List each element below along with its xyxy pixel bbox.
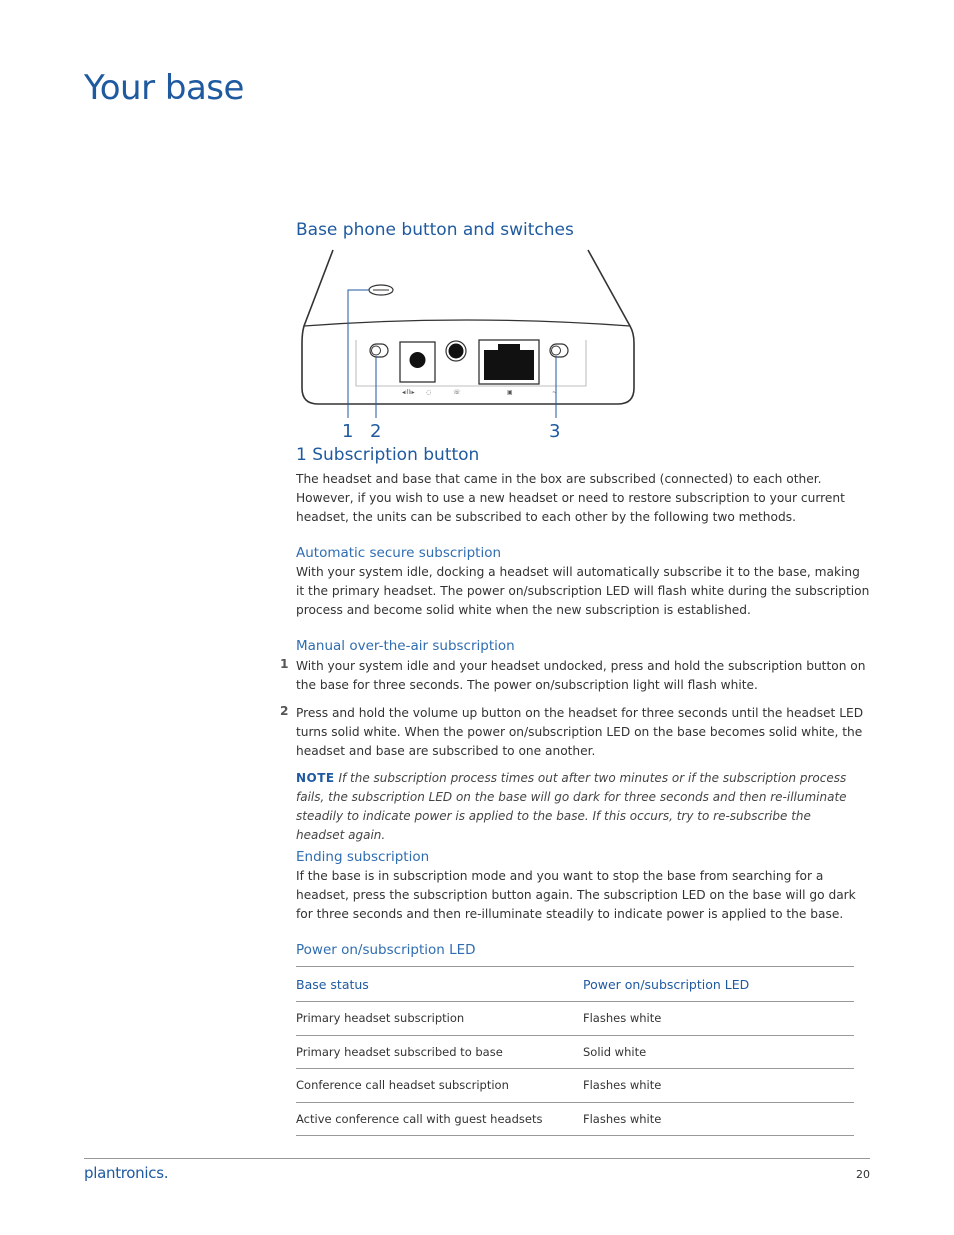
svg-text:▣: ▣ (507, 389, 513, 396)
automatic-subscription-title: Automatic secure subscription (296, 545, 502, 561)
callout-1: 1 (342, 421, 354, 442)
step-number: 1 (280, 657, 289, 671)
subscription-button-title: 1 Subscription button (296, 445, 480, 465)
table-cell: Primary headset subscription (296, 1002, 583, 1036)
table-cell: Conference call headset subscription (296, 1069, 583, 1103)
table-cell: Flashes white (583, 1102, 854, 1136)
manual-subscription-title: Manual over-the-air subscription (296, 638, 515, 654)
step-text: With your system idle and your headset undocked, press and hold the subscription button on the base for three seconds. The power on/subscription light will flash white. (296, 659, 866, 692)
column-header-led: Power on/subscription LED (583, 967, 854, 1002)
svg-text:◌: ◌ (426, 389, 432, 396)
svg-text:◂ıllı▸: ◂ıllı▸ (402, 389, 415, 396)
step-number: 2 (280, 704, 289, 718)
table-row (296, 1002, 854, 1036)
ending-subscription-title: Ending subscription (296, 849, 430, 865)
led-status-table (296, 966, 854, 1136)
table-row (296, 1102, 854, 1136)
led-table-title: Power on/subscription LED (296, 942, 476, 958)
note-text: If the subscription process times out after two minutes or if the subscription process fails, the subscription LED on the base will go dark for three seconds and then re-illuminate steadily to indicate power is applied to the base. If this occurs, try to re-subscribe the headset again. (296, 771, 847, 842)
svg-text:~: ~ (552, 389, 558, 396)
table-cell: Solid white (583, 1035, 854, 1069)
automatic-subscription-body: With your system idle, docking a headset will automatically subscribe it to the base, making it the primary headset. The power on/subscription LED will flash white during the subscription process and become solid white when the new subscription is established. (296, 565, 870, 617)
table-cell: Active conference call with guest headsets (296, 1102, 583, 1136)
table-row (296, 1035, 854, 1069)
subscription-intro: The headset and base that came in the box are subscribed (connected) to each other. However, if you wish to use a new headset or need to restore subscription to your current headset, the units can be subscribed to each other by the following two methods. (296, 472, 845, 524)
table-cell: Primary headset subscribed to base (296, 1035, 583, 1069)
page-number: 20 (856, 1168, 870, 1181)
table-cell: Flashes white (583, 1069, 854, 1103)
table-cell: Flashes white (583, 1002, 854, 1036)
page-title: Your base (84, 68, 244, 108)
base-diagram (296, 248, 646, 448)
note-label: NOTE (296, 771, 335, 785)
table-header-row (296, 967, 854, 1002)
footer-divider (84, 1158, 870, 1159)
plantronics-logo: plantronics. (84, 1164, 169, 1182)
note (296, 769, 856, 845)
callout-3: 3 (549, 421, 561, 442)
svg-text:☏: ☏ (453, 389, 461, 396)
section-title-base-buttons: Base phone button and switches (296, 220, 574, 240)
step-text: Press and hold the volume up button on the headset for three seconds until the headset LED turns solid white. When the power on/subscription LED on the base becomes solid white, the headset and base are subscribed to one another. (296, 706, 864, 758)
ending-subscription-body: If the base is in subscription mode and you want to stop the base from searching for a headset, press the subscription button again. The subscription LED on the base will go dark for three seconds and then re-illuminate steadily to indicate power is applied to the base. (296, 869, 856, 921)
table-row (296, 1069, 854, 1103)
column-header-base-status: Base status (296, 967, 583, 1002)
callout-2: 2 (370, 421, 382, 442)
